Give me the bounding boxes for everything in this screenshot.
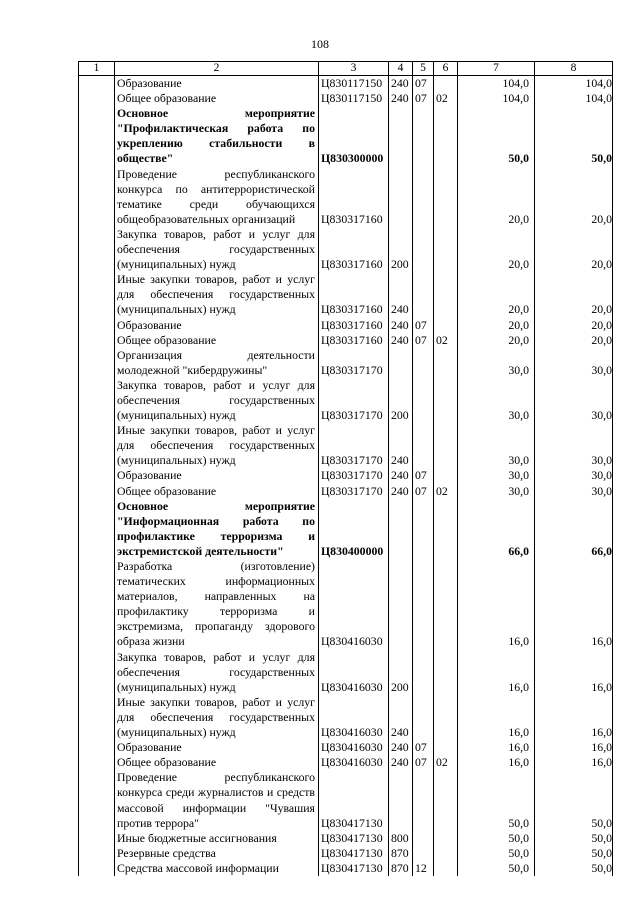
amount-col7-cell: 20,0 — [458, 167, 535, 227]
row-number-cell — [79, 831, 115, 846]
amount-col8-cell: 16,0 — [535, 755, 613, 770]
expense-type-cell — [389, 167, 413, 227]
expense-name-cell: Иные закупки товаров, работ и услуг для обеспечения государственных (муниципальных) нужд — [115, 695, 319, 740]
section-cell: 07 — [413, 91, 434, 106]
subsection-cell — [434, 559, 458, 650]
target-article-code-cell: Ц830416030 — [319, 695, 389, 740]
expense-name-cell: Средства массовой информации — [115, 861, 319, 876]
expense-name-cell: Основное мероприятие "Профилактическая работа по укреплению стабильности в обществе" — [115, 106, 319, 166]
amount-col7-cell: 20,0 — [458, 333, 535, 348]
row-number-cell — [79, 167, 115, 227]
amount-col7-cell: 16,0 — [458, 650, 535, 695]
amount-col7-cell: 30,0 — [458, 348, 535, 378]
target-article-code-cell: Ц830417130 — [319, 861, 389, 876]
amount-col7-cell: 50,0 — [458, 846, 535, 861]
row-number-cell — [79, 861, 115, 876]
table-row — [79, 650, 613, 695]
row-number-cell — [79, 318, 115, 333]
amount-col7-cell: 30,0 — [458, 468, 535, 483]
expense-type-cell — [389, 770, 413, 830]
header-row — [79, 62, 613, 76]
table-row — [79, 831, 613, 846]
target-article-code-cell: Ц830317160 — [319, 167, 389, 227]
target-article-code-cell: Ц830417130 — [319, 846, 389, 861]
target-article-code-cell: Ц830317170 — [319, 378, 389, 423]
row-number-cell — [79, 755, 115, 770]
amount-col8-cell: 30,0 — [535, 348, 613, 378]
subsection-cell — [434, 348, 458, 378]
row-number-cell — [79, 423, 115, 468]
target-article-code-cell: Ц830416030 — [319, 740, 389, 755]
header-col-1: 1 — [79, 62, 115, 76]
amount-col8-cell: 20,0 — [535, 227, 613, 272]
subsection-cell — [434, 468, 458, 483]
expense-name-cell: Образование — [115, 318, 319, 333]
table-row — [79, 227, 613, 272]
expense-name-cell: Разработка (изготовление) тематических информационных материалов, направленных на профилактику терроризма и экстремизма, пропаганду здорового образа жизни — [115, 559, 319, 650]
target-article-code-cell: Ц830417130 — [319, 770, 389, 830]
table-row — [79, 272, 613, 317]
header-col-2: 2 — [115, 62, 319, 76]
subsection-cell: 02 — [434, 91, 458, 106]
table-row — [79, 559, 613, 650]
amount-col8-cell: 30,0 — [535, 484, 613, 499]
expense-name-cell: Общее образование — [115, 333, 319, 348]
expense-type-cell: 240 — [389, 484, 413, 499]
target-article-code-cell: Ц830400000 — [319, 499, 389, 559]
table-row — [79, 861, 613, 876]
target-article-code-cell: Ц830417130 — [319, 831, 389, 846]
expense-name-cell: Закупка товаров, работ и услуг для обеспечения государственных (муниципальных) нужд — [115, 227, 319, 272]
expense-type-cell — [389, 499, 413, 559]
subsection-cell — [434, 846, 458, 861]
expense-type-cell: 870 — [389, 861, 413, 876]
table-row — [79, 91, 613, 106]
amount-col7-cell: 16,0 — [458, 559, 535, 650]
amount-col7-cell: 20,0 — [458, 272, 535, 317]
expense-name-cell: Образование — [115, 76, 319, 92]
row-number-cell — [79, 499, 115, 559]
amount-col8-cell: 20,0 — [535, 333, 613, 348]
expense-type-cell: 200 — [389, 227, 413, 272]
expense-type-cell: 240 — [389, 333, 413, 348]
table-row — [79, 499, 613, 559]
section-cell: 07 — [413, 740, 434, 755]
amount-col7-cell: 30,0 — [458, 423, 535, 468]
expense-name-cell: Общее образование — [115, 755, 319, 770]
subsection-cell — [434, 861, 458, 876]
expense-name-cell: Закупка товаров, работ и услуг для обеспечения государственных (муниципальных) нужд — [115, 378, 319, 423]
expense-name-cell: Иные закупки товаров, работ и услуг для обеспечения государственных (муниципальных) нужд — [115, 423, 319, 468]
section-cell — [413, 695, 434, 740]
row-number-cell — [79, 227, 115, 272]
expense-name-cell: Образование — [115, 468, 319, 483]
row-number-cell — [79, 348, 115, 378]
expense-type-cell: 240 — [389, 272, 413, 317]
amount-col7-cell: 30,0 — [458, 484, 535, 499]
target-article-code-cell: Ц830317160 — [319, 333, 389, 348]
amount-col8-cell: 66,0 — [535, 499, 613, 559]
row-number-cell — [79, 272, 115, 317]
section-cell: 07 — [413, 484, 434, 499]
subsection-cell — [434, 695, 458, 740]
header-col-5: 5 — [413, 62, 434, 76]
amount-col8-cell: 30,0 — [535, 378, 613, 423]
header-col-8: 8 — [535, 62, 613, 76]
amount-col7-cell: 16,0 — [458, 740, 535, 755]
amount-col8-cell: 16,0 — [535, 559, 613, 650]
section-cell — [413, 378, 434, 423]
amount-col7-cell: 104,0 — [458, 91, 535, 106]
page-number: 108 — [311, 37, 329, 51]
target-article-code-cell: Ц830300000 — [319, 106, 389, 166]
row-number-cell — [79, 695, 115, 740]
subsection-cell — [434, 650, 458, 695]
amount-col8-cell: 20,0 — [535, 167, 613, 227]
section-cell — [413, 650, 434, 695]
subsection-cell — [434, 167, 458, 227]
header-col-6: 6 — [434, 62, 458, 76]
subsection-cell — [434, 378, 458, 423]
section-cell — [413, 272, 434, 317]
subsection-cell: 02 — [434, 755, 458, 770]
table-row — [79, 106, 613, 166]
expense-type-cell: 800 — [389, 831, 413, 846]
table-row — [79, 318, 613, 333]
amount-col7-cell: 66,0 — [458, 499, 535, 559]
table-row — [79, 167, 613, 227]
amount-col7-cell: 16,0 — [458, 755, 535, 770]
row-number-cell — [79, 76, 115, 92]
table-row — [79, 846, 613, 861]
subsection-cell: 02 — [434, 484, 458, 499]
header-col-3: 3 — [319, 62, 389, 76]
expense-name-cell: Проведение республиканского конкурса по антитеррористической тематике среди обучающихся общеобразовательных организаций — [115, 167, 319, 227]
target-article-code-cell: Ц830317170 — [319, 348, 389, 378]
target-article-code-cell: Ц830416030 — [319, 755, 389, 770]
amount-col8-cell: 16,0 — [535, 740, 613, 755]
row-number-cell — [79, 846, 115, 861]
amount-col7-cell: 50,0 — [458, 861, 535, 876]
expense-name-cell: Общее образование — [115, 484, 319, 499]
section-cell: 07 — [413, 468, 434, 483]
target-article-code-cell: Ц830317160 — [319, 272, 389, 317]
expense-name-cell: Иные закупки товаров, работ и услуг для обеспечения государственных (муниципальных) нужд — [115, 272, 319, 317]
amount-col8-cell: 16,0 — [535, 695, 613, 740]
expense-type-cell: 240 — [389, 76, 413, 92]
header-col-7: 7 — [458, 62, 535, 76]
subsection-cell: 02 — [434, 333, 458, 348]
row-number-cell — [79, 468, 115, 483]
subsection-cell — [434, 76, 458, 92]
table-row — [79, 378, 613, 423]
amount-col8-cell: 50,0 — [535, 861, 613, 876]
row-number-cell — [79, 484, 115, 499]
subsection-cell — [434, 770, 458, 830]
target-article-code-cell: Ц830416030 — [319, 559, 389, 650]
row-number-cell — [79, 106, 115, 166]
expense-type-cell — [389, 348, 413, 378]
expense-type-cell: 870 — [389, 846, 413, 861]
section-cell — [413, 167, 434, 227]
expense-name-cell: Закупка товаров, работ и услуг для обеспечения государственных (муниципальных) нужд — [115, 650, 319, 695]
amount-col7-cell: 50,0 — [458, 831, 535, 846]
amount-col8-cell: 30,0 — [535, 468, 613, 483]
expense-type-cell: 240 — [389, 755, 413, 770]
amount-col7-cell: 20,0 — [458, 227, 535, 272]
expense-type-cell: 200 — [389, 650, 413, 695]
header-col-4: 4 — [389, 62, 413, 76]
expense-type-cell: 240 — [389, 423, 413, 468]
row-number-cell — [79, 91, 115, 106]
amount-col8-cell: 16,0 — [535, 650, 613, 695]
amount-col8-cell: 104,0 — [535, 91, 613, 106]
table-row — [79, 468, 613, 483]
amount-col7-cell: 20,0 — [458, 318, 535, 333]
expense-type-cell: 200 — [389, 378, 413, 423]
target-article-code-cell: Ц830317170 — [319, 484, 389, 499]
amount-col7-cell: 30,0 — [458, 378, 535, 423]
section-cell — [413, 559, 434, 650]
subsection-cell — [434, 227, 458, 272]
target-article-code-cell: Ц830317160 — [319, 227, 389, 272]
table-row — [79, 348, 613, 378]
expense-type-cell: 240 — [389, 91, 413, 106]
expense-type-cell — [389, 559, 413, 650]
target-article-code-cell: Ц830317170 — [319, 468, 389, 483]
amount-col8-cell: 104,0 — [535, 76, 613, 92]
section-cell — [413, 423, 434, 468]
target-article-code-cell: Ц830317160 — [319, 318, 389, 333]
amount-col8-cell: 50,0 — [535, 831, 613, 846]
budget-table — [78, 61, 613, 876]
expense-type-cell: 240 — [389, 695, 413, 740]
amount-col8-cell: 20,0 — [535, 272, 613, 317]
section-cell: 07 — [413, 318, 434, 333]
amount-col8-cell: 30,0 — [535, 423, 613, 468]
subsection-cell — [434, 106, 458, 166]
expense-name-cell: Основное мероприятие "Информационная работа по профилактике терроризма и экстремистской деятельности" — [115, 499, 319, 559]
expense-name-cell: Резервные средства — [115, 846, 319, 861]
section-cell — [413, 846, 434, 861]
expense-type-cell: 240 — [389, 318, 413, 333]
row-number-cell — [79, 333, 115, 348]
table-row — [79, 76, 613, 92]
subsection-cell — [434, 740, 458, 755]
table-row — [79, 770, 613, 830]
section-cell — [413, 106, 434, 166]
section-cell: 07 — [413, 755, 434, 770]
amount-col7-cell: 16,0 — [458, 695, 535, 740]
table-row — [79, 484, 613, 499]
table-row — [79, 755, 613, 770]
subsection-cell — [434, 272, 458, 317]
table-row — [79, 423, 613, 468]
section-cell: 07 — [413, 333, 434, 348]
amount-col8-cell: 50,0 — [535, 846, 613, 861]
section-cell: 07 — [413, 76, 434, 92]
subsection-cell — [434, 318, 458, 333]
section-cell — [413, 831, 434, 846]
expense-name-cell: Проведение республиканского конкурса среди журналистов и средств массовой информации "Чувашия против террора" — [115, 770, 319, 830]
section-cell: 12 — [413, 861, 434, 876]
target-article-code-cell: Ц830317170 — [319, 423, 389, 468]
row-number-cell — [79, 559, 115, 650]
amount-col8-cell: 50,0 — [535, 770, 613, 830]
row-number-cell — [79, 378, 115, 423]
section-cell — [413, 227, 434, 272]
expense-name-cell: Общее образование — [115, 91, 319, 106]
subsection-cell — [434, 423, 458, 468]
table-row — [79, 695, 613, 740]
expense-name-cell: Образование — [115, 740, 319, 755]
expense-type-cell: 240 — [389, 468, 413, 483]
table-row — [79, 333, 613, 348]
expense-name-cell: Иные бюджетные ассигнования — [115, 831, 319, 846]
subsection-cell — [434, 831, 458, 846]
amount-col7-cell: 104,0 — [458, 76, 535, 92]
subsection-cell — [434, 499, 458, 559]
row-number-cell — [79, 740, 115, 755]
table-body — [79, 76, 613, 876]
expense-name-cell: Организация деятельности молодежной "кибердружины" — [115, 348, 319, 378]
amount-col7-cell: 50,0 — [458, 106, 535, 166]
row-number-cell — [79, 650, 115, 695]
section-cell — [413, 348, 434, 378]
amount-col7-cell: 50,0 — [458, 770, 535, 830]
row-number-cell — [79, 770, 115, 830]
target-article-code-cell: Ц830117150 — [319, 76, 389, 92]
expense-type-cell — [389, 106, 413, 166]
amount-col8-cell: 20,0 — [535, 318, 613, 333]
expense-type-cell: 240 — [389, 740, 413, 755]
section-cell — [413, 499, 434, 559]
table-row — [79, 740, 613, 755]
amount-col8-cell: 50,0 — [535, 106, 613, 166]
section-cell — [413, 770, 434, 830]
target-article-code-cell: Ц830117150 — [319, 91, 389, 106]
target-article-code-cell: Ц830416030 — [319, 650, 389, 695]
